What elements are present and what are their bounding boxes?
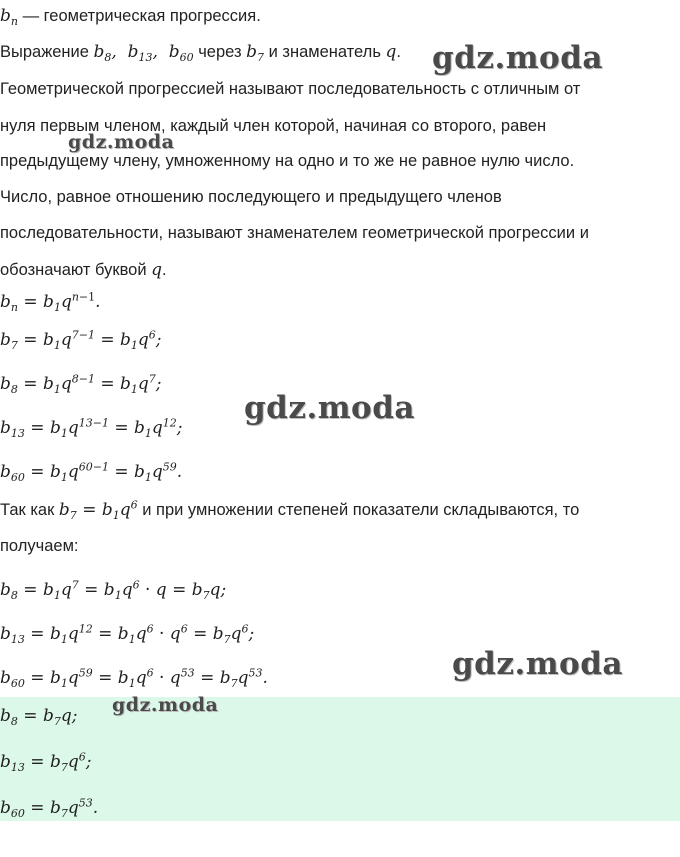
- formula-b8: $b_8 = b_1q^{8-1} = b_1q^7$;: [0, 372, 162, 396]
- formula-b13: $b_{13} = b_1q^{13-1} = b_1q^{12}$;: [0, 416, 183, 440]
- definition-line-1: Геометрической прогрессией называют последовательность с отличным от: [0, 80, 581, 98]
- expression-line: Выражение $b_8$, $b_{13}$, $b_{60}$ через $b_7$ и знаменатель q.: [0, 42, 401, 64]
- intro-line: $b_n$ — геометрическая прогрессия.: [0, 6, 261, 28]
- answer-b60: $b_{60} = b_7q^{53}$.: [0, 796, 99, 820]
- answer-b8: $b_8 = b_7q$;: [0, 706, 78, 728]
- since-prefix: Так как: [0, 501, 59, 519]
- watermark-5: gdz.moda: [112, 694, 219, 716]
- definition-line-6-text: обозначают буквой: [0, 261, 152, 279]
- intro-text: — геометрическая прогрессия.: [17, 7, 261, 25]
- definition-line-6: обозначают буквой q.: [0, 260, 167, 280]
- get-line: получаем:: [0, 537, 79, 555]
- definition-line-4: Число, равное отношению последующего и предыдущего членов: [0, 188, 502, 206]
- formula-b60: $b_{60} = b_1q^{60-1} = b_1q^{59}$.: [0, 460, 183, 484]
- definition-line-3: предыдущему члену, умноженному на одно и то же не равное нулю число.: [0, 152, 575, 170]
- answer-b13: $b_{13} = b_7q^6$;: [0, 750, 92, 774]
- formula-b7: $b_7 = b_1q^{7-1} = b_1q^6$;: [0, 328, 162, 352]
- expression-through: через: [193, 43, 247, 61]
- since-line: Так как $b_7 = b_1q^6$ и при умножении степеней показатели складываются, то: [0, 498, 580, 522]
- definition-line-5: последовательности, называют знаменателем геометрической прогрессии и: [0, 224, 589, 242]
- expression-and: и знаменатель: [264, 43, 386, 61]
- derive-b13: $b_{13} = b_1q^{12} = b_1q^6 \cdot q^6 = b_7q^6$;: [0, 622, 255, 646]
- derive-b60: $b_{60} = b_1q^{59} = b_1q^6 \cdot q^{53} = b_7q^{53}$.: [0, 666, 268, 690]
- watermark-2: gdz.moda: [68, 131, 175, 153]
- answer-block: [0, 697, 680, 821]
- definition-line-2: нуля первым членом, каждый член которой, начиная со второго, равен: [0, 117, 547, 135]
- watermark-4: gdz.moda: [452, 646, 623, 682]
- formula-general: $b_n = b_1q^{n-1}$.: [0, 290, 101, 314]
- expression-prefix: Выражение: [0, 43, 94, 61]
- watermark-1: gdz.moda: [432, 40, 603, 76]
- watermark-3: gdz.moda: [244, 390, 415, 426]
- since-suffix: и при умножении степеней показатели складываются, то: [137, 501, 580, 519]
- derive-b8: $b_8 = b_1q^7 = b_1q^6 \cdot q = b_7q$;: [0, 578, 227, 602]
